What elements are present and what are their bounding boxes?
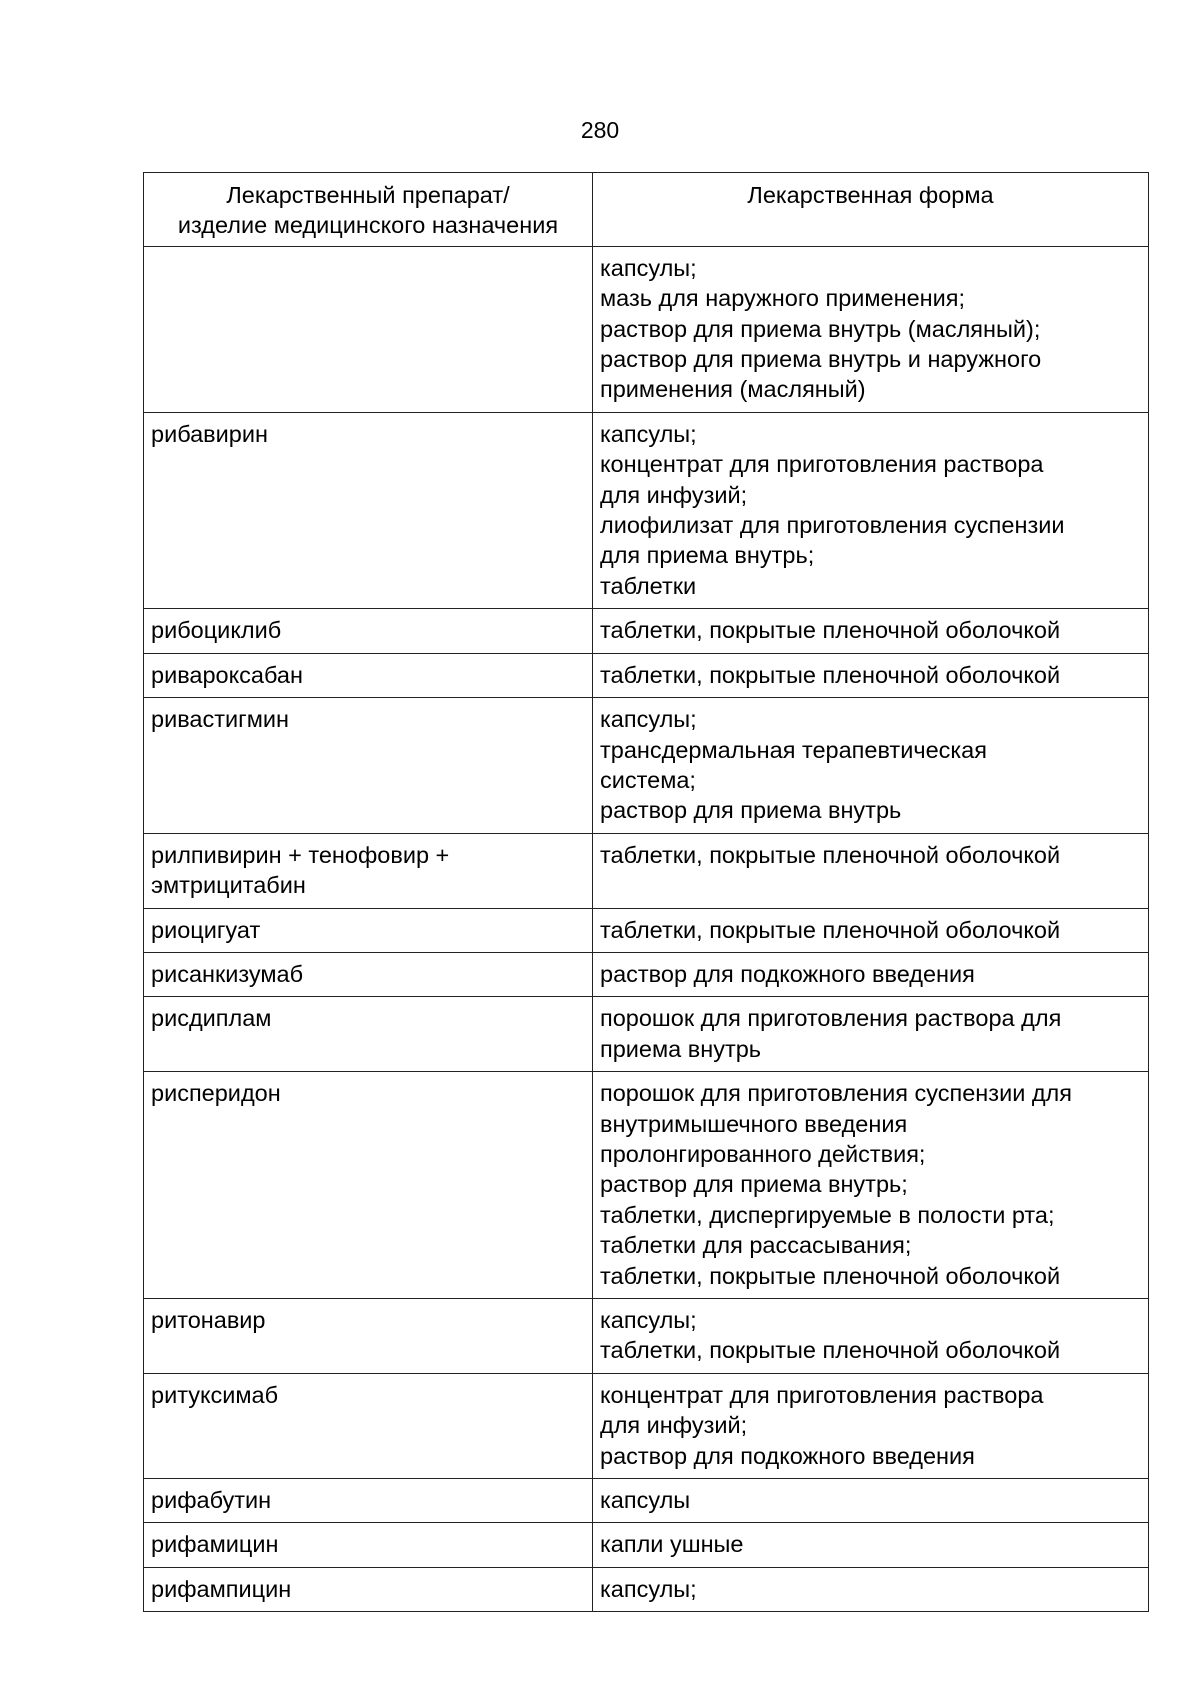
header-dosage-form xyxy=(593,173,1149,247)
drug-name-cell xyxy=(144,653,593,697)
header-line: изделие медицинского назначения xyxy=(177,212,559,239)
drug-name-line: эмтрицитабин xyxy=(151,872,306,899)
dosage-form-cell xyxy=(593,908,1149,952)
dosage-form-line: для инфузий; xyxy=(600,481,748,508)
drug-name-line: рифабутин xyxy=(151,1487,272,1514)
dosage-form-line: таблетки для рассасывания; xyxy=(600,1232,912,1259)
table-row xyxy=(144,908,1149,952)
dosage-form-line: трансдермальная терапевтическая xyxy=(600,736,987,763)
dosage-form-cell xyxy=(593,246,1149,412)
header-drug-name xyxy=(144,173,593,247)
table-row xyxy=(144,997,1149,1072)
drug-name-cell xyxy=(144,698,593,834)
page-number: 280 xyxy=(580,117,620,143)
dosage-form-cell xyxy=(593,1567,1149,1611)
drug-name-cell xyxy=(144,1479,593,1523)
dosage-form-line: капсулы; xyxy=(600,1307,697,1333)
dosage-form-line: таблетки, покрытые пленочной оболочкой xyxy=(600,617,1061,644)
table-row xyxy=(144,412,1149,608)
drug-name-line: рибавирин xyxy=(151,420,268,447)
drug-name-line: ривароксабан xyxy=(151,661,303,688)
dosage-form-line: пролонгированного действия; xyxy=(600,1140,926,1167)
table-body xyxy=(144,246,1149,1611)
dosage-form-cell xyxy=(593,412,1149,608)
dosage-form-cell xyxy=(593,609,1149,653)
table-row xyxy=(144,833,1149,908)
header-row xyxy=(144,173,1149,247)
drug-name-line: рисанкизумаб xyxy=(151,960,304,987)
drug-name-line: ритонавир xyxy=(151,1307,266,1333)
dosage-form-line: раствор для подкожного введения xyxy=(600,1442,975,1469)
drug-name-line: рибоциклиб xyxy=(151,617,282,644)
dosage-form-line: для приема внутрь; xyxy=(600,542,815,569)
drug-name-line: рифампицин xyxy=(151,1575,292,1602)
dosage-form-line: таблетки, покрытые пленочной оболочкой xyxy=(600,916,1061,943)
dosage-form-cell xyxy=(593,1299,1149,1374)
dosage-form-line: таблетки, покрытые пленочной оболочкой xyxy=(600,661,1061,688)
dosage-form-line: раствор для приема внутрь и наружного xyxy=(600,346,1042,373)
table-row xyxy=(144,653,1149,697)
dosage-form-line: раствор для приема внутрь xyxy=(600,797,902,824)
drug-name-cell xyxy=(144,1072,593,1299)
dosage-form-line: порошок для приготовления раствора для xyxy=(600,1005,1062,1032)
dosage-form-line: порошок для приготовления суспензии для xyxy=(600,1080,1072,1107)
drug-name-cell xyxy=(144,412,593,608)
drug-name-cell xyxy=(144,1567,593,1611)
drug-name-cell xyxy=(144,952,593,996)
dosage-form-cell xyxy=(593,698,1149,834)
dosage-form-line: внутримышечного введения xyxy=(600,1110,908,1137)
table-row xyxy=(144,952,1149,996)
dosage-form-line: система; xyxy=(600,766,696,793)
drug-name-line: рисдиплам xyxy=(151,1005,272,1032)
table-row xyxy=(144,1523,1149,1567)
drug-name-cell xyxy=(144,1299,593,1374)
dosage-form-line: мазь для наружного применения; xyxy=(600,285,966,312)
drug-name-cell xyxy=(144,833,593,908)
drug-name-line: риоцигуат xyxy=(151,916,261,943)
table-row xyxy=(144,698,1149,834)
table-row xyxy=(144,246,1149,412)
dosage-form-line: раствор для приема внутрь; xyxy=(600,1171,908,1198)
dosage-form-line: для инфузий; xyxy=(600,1412,748,1439)
dosage-form-line: приема внутрь xyxy=(600,1035,762,1062)
drug-name-line: ритуксимаб xyxy=(151,1381,279,1408)
dosage-form-line: капсулы xyxy=(600,1487,691,1514)
dosage-form-line: лиофилизат для приготовления суспензии xyxy=(600,512,1065,539)
dosage-form-line: раствор для приема внутрь (масляный); xyxy=(600,315,1041,342)
header-line: Лекарственный препарат/ xyxy=(226,182,510,208)
dosage-form-line: таблетки, покрытые пленочной оболочкой xyxy=(600,1262,1061,1289)
dosage-form-line: раствор для подкожного введения xyxy=(600,960,975,987)
table-row xyxy=(144,1299,1149,1374)
dosage-form-cell xyxy=(593,653,1149,697)
dosage-form-cell xyxy=(593,1523,1149,1567)
drug-forms-table xyxy=(143,172,1149,1612)
dosage-form-cell xyxy=(593,997,1149,1072)
dosage-form-line: концентрат для приготовления раствора xyxy=(600,451,1044,478)
dosage-form-cell xyxy=(593,1373,1149,1478)
table-header xyxy=(144,173,1149,247)
dosage-form-line: капсулы; xyxy=(600,706,697,733)
drug-name-line: рисперидон xyxy=(151,1080,281,1107)
drug-name-cell xyxy=(144,908,593,952)
table-row xyxy=(144,1373,1149,1478)
dosage-form-cell xyxy=(593,1072,1149,1299)
dosage-form-line: таблетки xyxy=(600,572,697,599)
dosage-form-line: таблетки, покрытые пленочной оболочкой xyxy=(600,841,1061,868)
dosage-form-line: капсулы; xyxy=(600,1575,697,1602)
drug-name-cell xyxy=(144,1373,593,1478)
dosage-form-line: таблетки, диспергируемые в полости рта; xyxy=(600,1201,1055,1228)
drug-name-cell xyxy=(144,609,593,653)
drug-name-cell xyxy=(144,997,593,1072)
dosage-form-cell xyxy=(593,952,1149,996)
drug-name-line: рилпивирин + тенофовир + xyxy=(151,841,450,868)
table-row xyxy=(144,1479,1149,1523)
drug-name-line: ривастигмин xyxy=(151,706,289,733)
table-row xyxy=(144,1072,1149,1299)
dosage-form-line: капсулы; xyxy=(600,420,697,447)
dosage-form-line: капли ушные xyxy=(600,1531,744,1558)
dosage-form-cell xyxy=(593,833,1149,908)
drug-name-cell xyxy=(144,1523,593,1567)
dosage-form-cell xyxy=(593,1479,1149,1523)
dosage-form-line: таблетки, покрытые пленочной оболочкой xyxy=(600,1337,1061,1364)
drug-name-cell xyxy=(144,246,593,412)
table-row xyxy=(144,1567,1149,1611)
header-line: Лекарственная форма xyxy=(747,182,994,208)
drug-name-line: рифамицин xyxy=(151,1531,279,1558)
dosage-form-line: капсулы; xyxy=(600,254,697,281)
dosage-form-line: применения (масляный) xyxy=(600,376,866,403)
table-row xyxy=(144,609,1149,653)
dosage-form-line: концентрат для приготовления раствора xyxy=(600,1381,1044,1408)
